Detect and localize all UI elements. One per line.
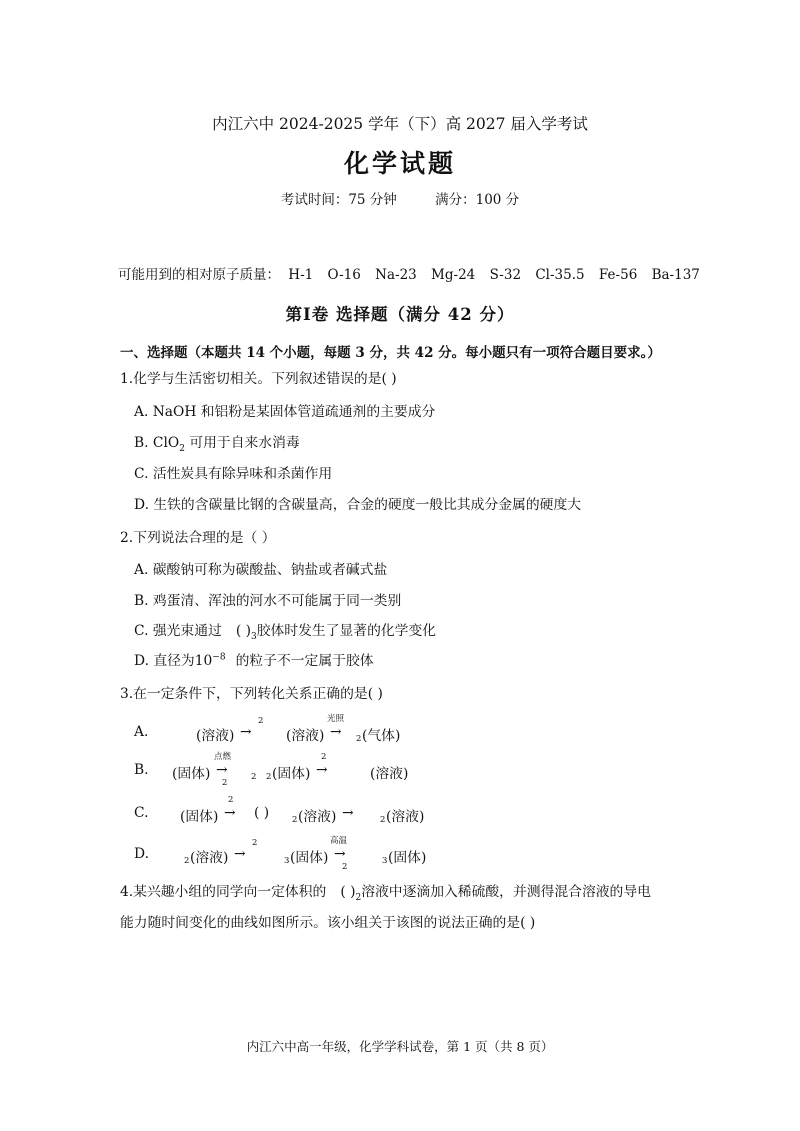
question-4-stem-line-1	[120, 880, 651, 903]
question-text: 溶液中逐滴加入稀硫酸，并测得混合溶液的导电	[361, 884, 651, 900]
question-3-option-d	[134, 836, 534, 876]
option-label: D.	[134, 846, 149, 862]
part-title: 一、选择题（本题共 14 个小题，每题 3 分，共 42 分。每小题只有一项符合题目要求。）	[120, 345, 661, 361]
subscript: 2	[266, 772, 272, 782]
question-3-option-c	[134, 797, 534, 833]
subscript: 2	[380, 815, 386, 825]
subscript: 2	[184, 856, 190, 866]
question-1-option-b	[134, 431, 300, 454]
subscript: 2	[356, 734, 362, 744]
question-2-option-c	[134, 619, 436, 642]
atom-item: O-16	[327, 267, 361, 283]
reagent-label: 2	[321, 752, 327, 762]
option-text: 可用于自来水消毒	[184, 435, 300, 451]
question-2-stem: 2.下列说法合理的是（ ）	[120, 530, 276, 546]
subscript: 2	[355, 892, 362, 903]
reaction-term: (溶液)	[298, 809, 337, 825]
reagent-label: 2	[258, 716, 264, 726]
exam-header: 内江六中 2024-2025 学年（下）高 2027 届入学考试	[212, 115, 588, 133]
atom-item: H-1	[288, 267, 314, 283]
question-2-option-d	[134, 649, 374, 669]
reaction-arrow: →	[342, 805, 354, 821]
question-text: 4.某兴趣小组的同学向一定体积的	[120, 884, 327, 900]
reagent-label: 2	[342, 862, 348, 872]
exam-time: 考试时间：75 分钟	[280, 192, 397, 208]
reaction-term: (固体)	[172, 766, 211, 782]
atomic-masses-label: 可能用到的相对原子质量：	[118, 267, 280, 283]
reaction-term: (气体)	[362, 728, 401, 744]
atom-item: Na-23	[375, 267, 417, 283]
subscript: 2	[292, 815, 298, 825]
page-title: 化学试题	[343, 149, 456, 178]
question-3-stem: 3.在一定条件下，下列转化关系正确的是( )	[120, 686, 383, 702]
reaction-term: (固体)	[290, 850, 329, 866]
reaction-arrow: →	[334, 846, 346, 862]
question-1-option-a: A. NaOH 和铝粉是某固体管道疏通剂的主要成分	[134, 404, 436, 420]
atom-item: S-32	[489, 267, 522, 283]
option-label: C.	[134, 805, 149, 821]
question-3-option-a	[134, 712, 534, 748]
condition-label: 高温	[330, 836, 348, 846]
reaction-arrow: →	[216, 762, 228, 778]
question-2-option-b: B. 鸡蛋清、浑浊的河水不可能属于同一类别	[134, 593, 402, 609]
reaction-term: (固体)	[180, 809, 219, 825]
reaction-arrow: →	[224, 805, 236, 821]
option-text: D. 直径为10	[134, 653, 213, 669]
reaction-term: (溶液)	[386, 809, 425, 825]
question-1-option-c: C. 活性炭具有除异味和杀菌作用	[134, 466, 333, 482]
option-text: C. 强光束通过	[134, 623, 222, 639]
reagent-label: 2	[228, 795, 234, 805]
option-text: 胶体时发生了显著的化学变化	[256, 623, 437, 639]
blank-paren: ( )	[235, 623, 251, 639]
blank-paren: ( )	[254, 805, 270, 821]
reaction-term: (固体)	[388, 850, 427, 866]
reagent-label: 2	[222, 778, 228, 788]
section-title: 第Ⅰ卷 选择题（满分 42 分）	[285, 305, 515, 324]
atom-item: Cl-35.5	[535, 267, 585, 283]
subscript: 2	[179, 443, 185, 454]
reaction-term: (固体)	[272, 766, 311, 782]
reaction-arrow: →	[240, 724, 252, 740]
atom-item: Ba-137	[651, 267, 700, 283]
atom-item: Fe-56	[598, 267, 638, 283]
reaction-term: (溶液)	[286, 728, 325, 744]
subscript: 3	[250, 631, 257, 642]
reaction-term: (溶液)	[190, 850, 229, 866]
subscript: 3	[284, 856, 290, 866]
option-text: B. ClO	[134, 435, 180, 451]
exam-score: 满分：100 分	[435, 192, 520, 208]
atomic-masses	[118, 263, 710, 283]
question-3-option-b	[134, 754, 534, 790]
option-text: 的粒子不一定属于胶体	[235, 653, 374, 669]
page-footer: 内江六中高一年级，化学学科试卷，第 1 页（共 8 页）	[246, 1039, 554, 1054]
exam-meta	[0, 188, 800, 208]
question-1-option-d: D. 生铁的含碳量比钢的含碳量高，合金的硬度一般比其成分金属的硬度大	[134, 497, 582, 513]
question-4-stem-line-2: 能力随时间变化的曲线如图所示。该小组关于该图的说法正确的是( )	[120, 915, 536, 931]
condition-label: 光照	[327, 714, 345, 724]
question-1-stem: 1.化学与生活密切相关。下列叙述错误的是( )	[120, 371, 397, 387]
reaction-arrow: →	[330, 724, 342, 740]
superscript: −8	[212, 652, 226, 663]
reagent-label: 2	[252, 838, 258, 848]
subscript: 2	[251, 772, 257, 782]
option-label: A.	[134, 724, 149, 740]
subscript: 3	[382, 856, 388, 866]
reaction-arrow: →	[316, 762, 328, 778]
reaction-term: (溶液)	[370, 766, 409, 782]
option-label: B.	[134, 762, 149, 778]
reaction-arrow: →	[234, 846, 246, 862]
blank-paren: ( )	[340, 884, 356, 900]
condition-label: 点燃	[214, 752, 232, 762]
reaction-term: (溶液)	[196, 728, 235, 744]
atom-item: Mg-24	[431, 267, 476, 283]
question-2-option-a: A. 碳酸钠可称为碳酸盐、钠盐或者碱式盐	[134, 562, 388, 578]
